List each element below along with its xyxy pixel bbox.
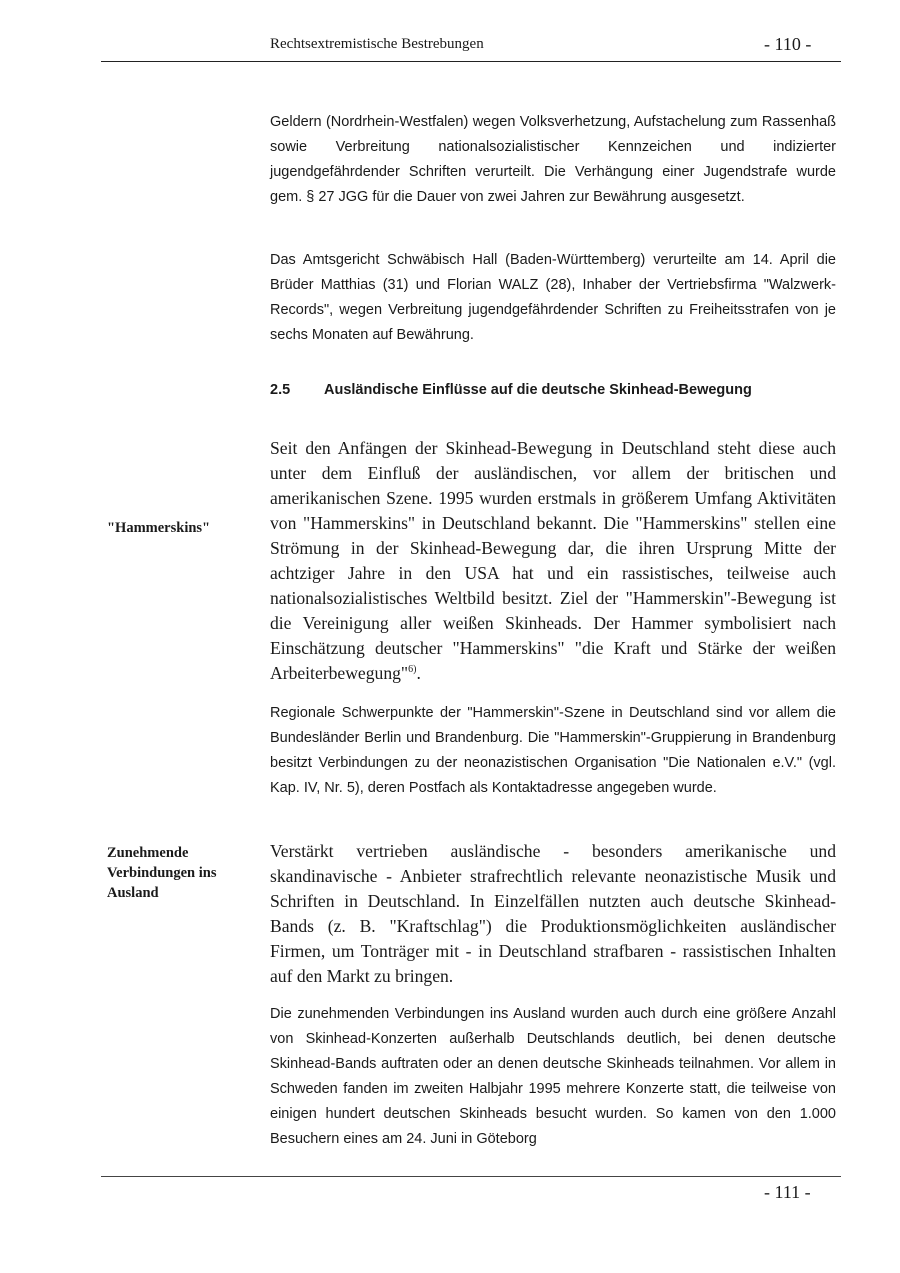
margin-note-verbindungen: Zunehmende Verbindungen ins Ausland — [107, 845, 217, 901]
paragraph-regionale-schwerpunkte: Regionale Schwerpunkte der "Hammerskin"-Szene in Deutschland sind vor allem die Bundesländer Berlin und Brandenburg. Die "Hammerskin"-Gruppierung in Brandenburg besitzt Verbindungen zu der neonazistischen Organisation "Die Nationalen e.V." (vgl. Kap. IV, Nr. 5), deren Postfach als Kontaktadresse angegeben wurde. — [270, 705, 836, 796]
header-rule — [101, 61, 841, 62]
section-number: 2.5 — [270, 382, 291, 398]
paragraph-auslaendische-anbieter: Verstärkt vertrieben ausländische - besonders amerikanische und skandinavische - Anbieter strafrechtlich relevante neonazistische Musik und Schriften in Deutschland. In Einzelfällen nutzten auch deutsche Skinhead-Bands (z. B. "Kraftschlag") die Produktionsmöglichkeiten ausländischer Firmen, um Tonträger mit - in Deutschland strafbaren - rassistischen Inhalten auf den Markt zu bringen. — [270, 841, 836, 986]
paragraph-konzerte: Die zunehmenden Verbindungen ins Ausland wurden auch durch eine größere Anzahl von Skinhead-Konzerten außerhalb Deutschlands deutlich, bei denen deutsche Skinhead-Bands auftraten oder an denen deutsche Skinheads teilnahmen. Vor allem in Schweden fanden im zweiten Halbjahr 1995 mehrere Konzerte statt, die teilweise von einigen hundert deutschen Skinheads besucht wurden. So kamen von den 1.000 Besuchern eines am 24. Juni in Göteborg — [270, 1006, 836, 1147]
section-heading — [270, 382, 752, 398]
footer-rule — [101, 1176, 841, 1177]
paragraph-geldern: Geldern (Nordrhein-Westfalen) wegen Volksverhetzung, Aufstachelung zum Rassenhaß sowie Verbreitung nationalsozialistischer Kennzeichen und indizierter jugendgefährdender Schriften verurteilt. Die Verhängung einer Jugendstrafe wurde gem. § 27 JGG für die Dauer von zwei Jahren zur Bewährung ausgesetzt. — [270, 114, 836, 205]
page-number-top: - 110 - — [764, 34, 812, 54]
paragraph-schwaebisch-hall: Das Amtsgericht Schwäbisch Hall (Baden-Württemberg) verurteilte am 14. April die Brüder Matthias (31) und Florian WALZ (28), Inhaber der Vertriebsfirma "Walzwerk-Records", wegen Verbreitung jugendgefährdender Schriften zu Freiheitsstrafen von je sechs Monaten auf Bewährung. — [270, 252, 836, 343]
paragraph-hammerskins-end: . — [416, 663, 421, 683]
section-title: Ausländische Einflüsse auf die deutsche Skinhead-Bewegung — [324, 382, 752, 398]
running-header-title: Rechtsextremistische Bestrebungen — [270, 36, 484, 52]
footnote-marker[interactable]: 6) — [408, 664, 417, 676]
margin-note-hammerskins: "Hammerskins" — [107, 520, 211, 536]
paragraph-hammerskins-text: Seit den Anfängen der Skinhead-Bewegung in Deutschland steht diese auch unter dem Einfluß der ausländischen, vor allem der britischen und amerikanischen Szene. 1995 wurden erstmals in größerem Umfang Aktivitäten von "Hammerskins" in Deutschland bekannt. Die "Hammerskins" stellen eine Strömung in der Skinhead-Bewegung dar, die ihren Ursprung Mitte der achtziger Jahre in den USA hat und ein rassistisches, teilweise auch nationalsozialistisches Weltbild besitzt. Ziel der "Hammerskin"-Bewegung ist die Vereinigung aller weißen Skinheads. Der Hammer symbolisiert nach Einschätzung deutscher "Hammerskins" "die Kraft und Stärke der weißen Arbeiterbewegung" — [270, 438, 836, 683]
page-number-bottom: - 111 - — [764, 1182, 811, 1202]
paragraph-hammerskins — [270, 436, 836, 686]
